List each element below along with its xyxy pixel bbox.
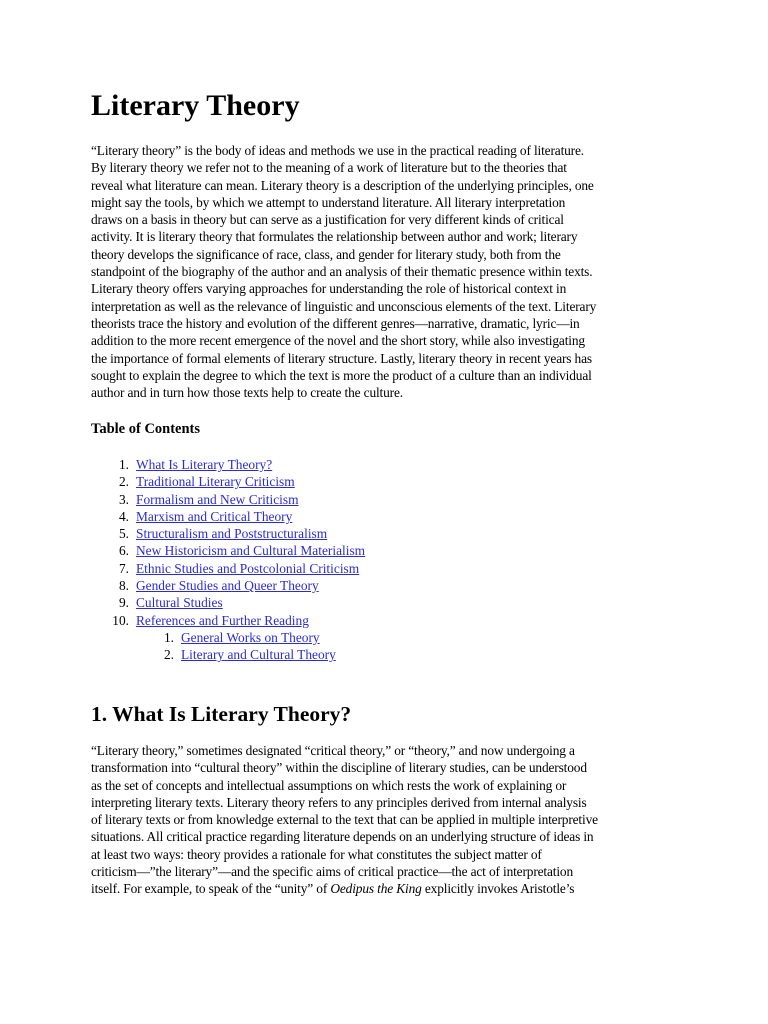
- section-line: of literary texts or from knowledge external to the text that can be applied in multiple interpretive: [91, 812, 598, 828]
- intro-line: addition to the more recent emergence of the novel and the short story, while also investigating: [91, 333, 585, 349]
- section-line: transformation into “cultural theory” within the discipline of literary studies, can be understood: [91, 760, 587, 776]
- toc-link-ethnic-studies[interactable]: Ethnic Studies and Postcolonial Criticism: [136, 560, 360, 576]
- intro-line: Literary theory offers varying approaches for understanding the role of historical context in: [91, 281, 567, 297]
- page-title: Literary Theory: [91, 89, 300, 122]
- toc-heading: Table of Contents: [91, 421, 201, 437]
- toc-item-number: 1.: [118, 457, 129, 472]
- toc-link-structuralism-poststructuralism[interactable]: Structuralism and Poststructuralism: [136, 526, 328, 542]
- toc-link-marxism-critical-theory[interactable]: Marxism and Critical Theory: [136, 508, 293, 524]
- toc-item-number: 10.: [112, 612, 129, 628]
- toc-link-references[interactable]: References and Further Reading: [136, 612, 309, 628]
- toc-item-number: 3.: [118, 491, 129, 507]
- intro-line: author and in turn how those texts help to create the culture.: [91, 385, 403, 401]
- toc-item-number: 4.: [118, 508, 129, 524]
- intro-line: activity. It is literary theory that formulates the relationship between author and work; literary: [91, 229, 578, 245]
- section-paragraph: [91, 742, 681, 898]
- toc-item-number: 5.: [118, 526, 129, 542]
- section-line: criticism—”the literary”—and the specific aims of critical practice—the act of interpretation: [91, 864, 574, 880]
- intro-line: “Literary theory” is the body of ideas and methods we use in the practical reading of literature.: [91, 143, 584, 158]
- toc-link-traditional-literary-criticism[interactable]: Traditional Literary Criticism: [136, 474, 295, 490]
- section-line: as the set of concepts and intellectual assumptions on which rests the work of explaining or: [91, 777, 567, 793]
- toc-link-literary-cultural-theory[interactable]: Literary and Cultural Theory: [181, 647, 336, 663]
- work-title: Oedipus the King: [330, 881, 422, 897]
- intro-line: might say the tools, by which we attempt to understand literature. All literary interpretation: [91, 194, 566, 210]
- intro-line: By literary theory we refer not to the meaning of a work of literature but to the theories that: [91, 160, 567, 176]
- intro-line: sought to explain the degree to which the text is more the product of a culture than an individual: [91, 367, 592, 383]
- toc-link-new-historicism[interactable]: New Historicism and Cultural Materialism: [136, 543, 366, 559]
- toc-item-number: 9.: [118, 595, 129, 611]
- toc-link-gender-studies[interactable]: Gender Studies and Queer Theory: [136, 578, 319, 594]
- toc-subitem-number: 1.: [163, 629, 174, 645]
- intro-line: draws on a basis in theory but can serve as a justification for very different kinds of critical: [91, 212, 564, 228]
- intro-line: theorists trace the history and evolution of the different genres—narrative, dramatic, lyric—in: [91, 315, 580, 331]
- section-text: itself. For example, to speak of the “unity” of: [91, 881, 331, 897]
- toc-item-number: 6.: [118, 543, 129, 559]
- section-line: situations. All critical practice regarding literature depends on an underlying structure of ideas in: [91, 829, 594, 845]
- section-text: explicitly invokes Aristotle’s: [421, 881, 575, 897]
- toc-item-number: 7.: [118, 560, 129, 576]
- section-line: interpreting literary texts. Literary theory refers to any principles derived from internal analysis: [91, 794, 587, 810]
- intro-line: reveal what literature can mean. Literary theory is a description of the underlying principles, one: [91, 177, 594, 193]
- section-heading: 1. What Is Literary Theory?: [91, 702, 352, 726]
- toc-link-formalism-new-criticism[interactable]: Formalism and New Criticism: [136, 491, 299, 507]
- intro-line: theory develops the significance of race, class, and gender for literary study, both from the: [91, 246, 561, 262]
- toc-link-general-works[interactable]: General Works on Theory: [181, 629, 320, 645]
- toc-subitem-number: 2.: [163, 647, 174, 663]
- toc-item-number: 2.: [118, 474, 129, 490]
- section-line: “Literary theory,” sometimes designated “critical theory,” or “theory,” and now undergoing a: [91, 743, 575, 758]
- intro-paragraph: [91, 142, 681, 401]
- intro-line: the importance of formal elements of literary structure. Lastly, literary theory in recent years has: [91, 350, 592, 366]
- intro-line: standpoint of the biography of the author and an analysis of their thematic presence within texts.: [91, 264, 593, 280]
- toc-item-number: 8.: [118, 578, 129, 594]
- section-line: at least two ways: theory provides a rationale for what constitutes the subject matter of: [91, 846, 542, 862]
- toc-link-cultural-studies[interactable]: Cultural Studies: [136, 595, 223, 611]
- intro-line: interpretation as well as the relevance of linguistic and unconscious elements of the text. Literary: [91, 298, 597, 314]
- toc-link-what-is-literary-theory[interactable]: What Is Literary Theory?: [136, 457, 273, 472]
- section-line-last: [91, 880, 681, 897]
